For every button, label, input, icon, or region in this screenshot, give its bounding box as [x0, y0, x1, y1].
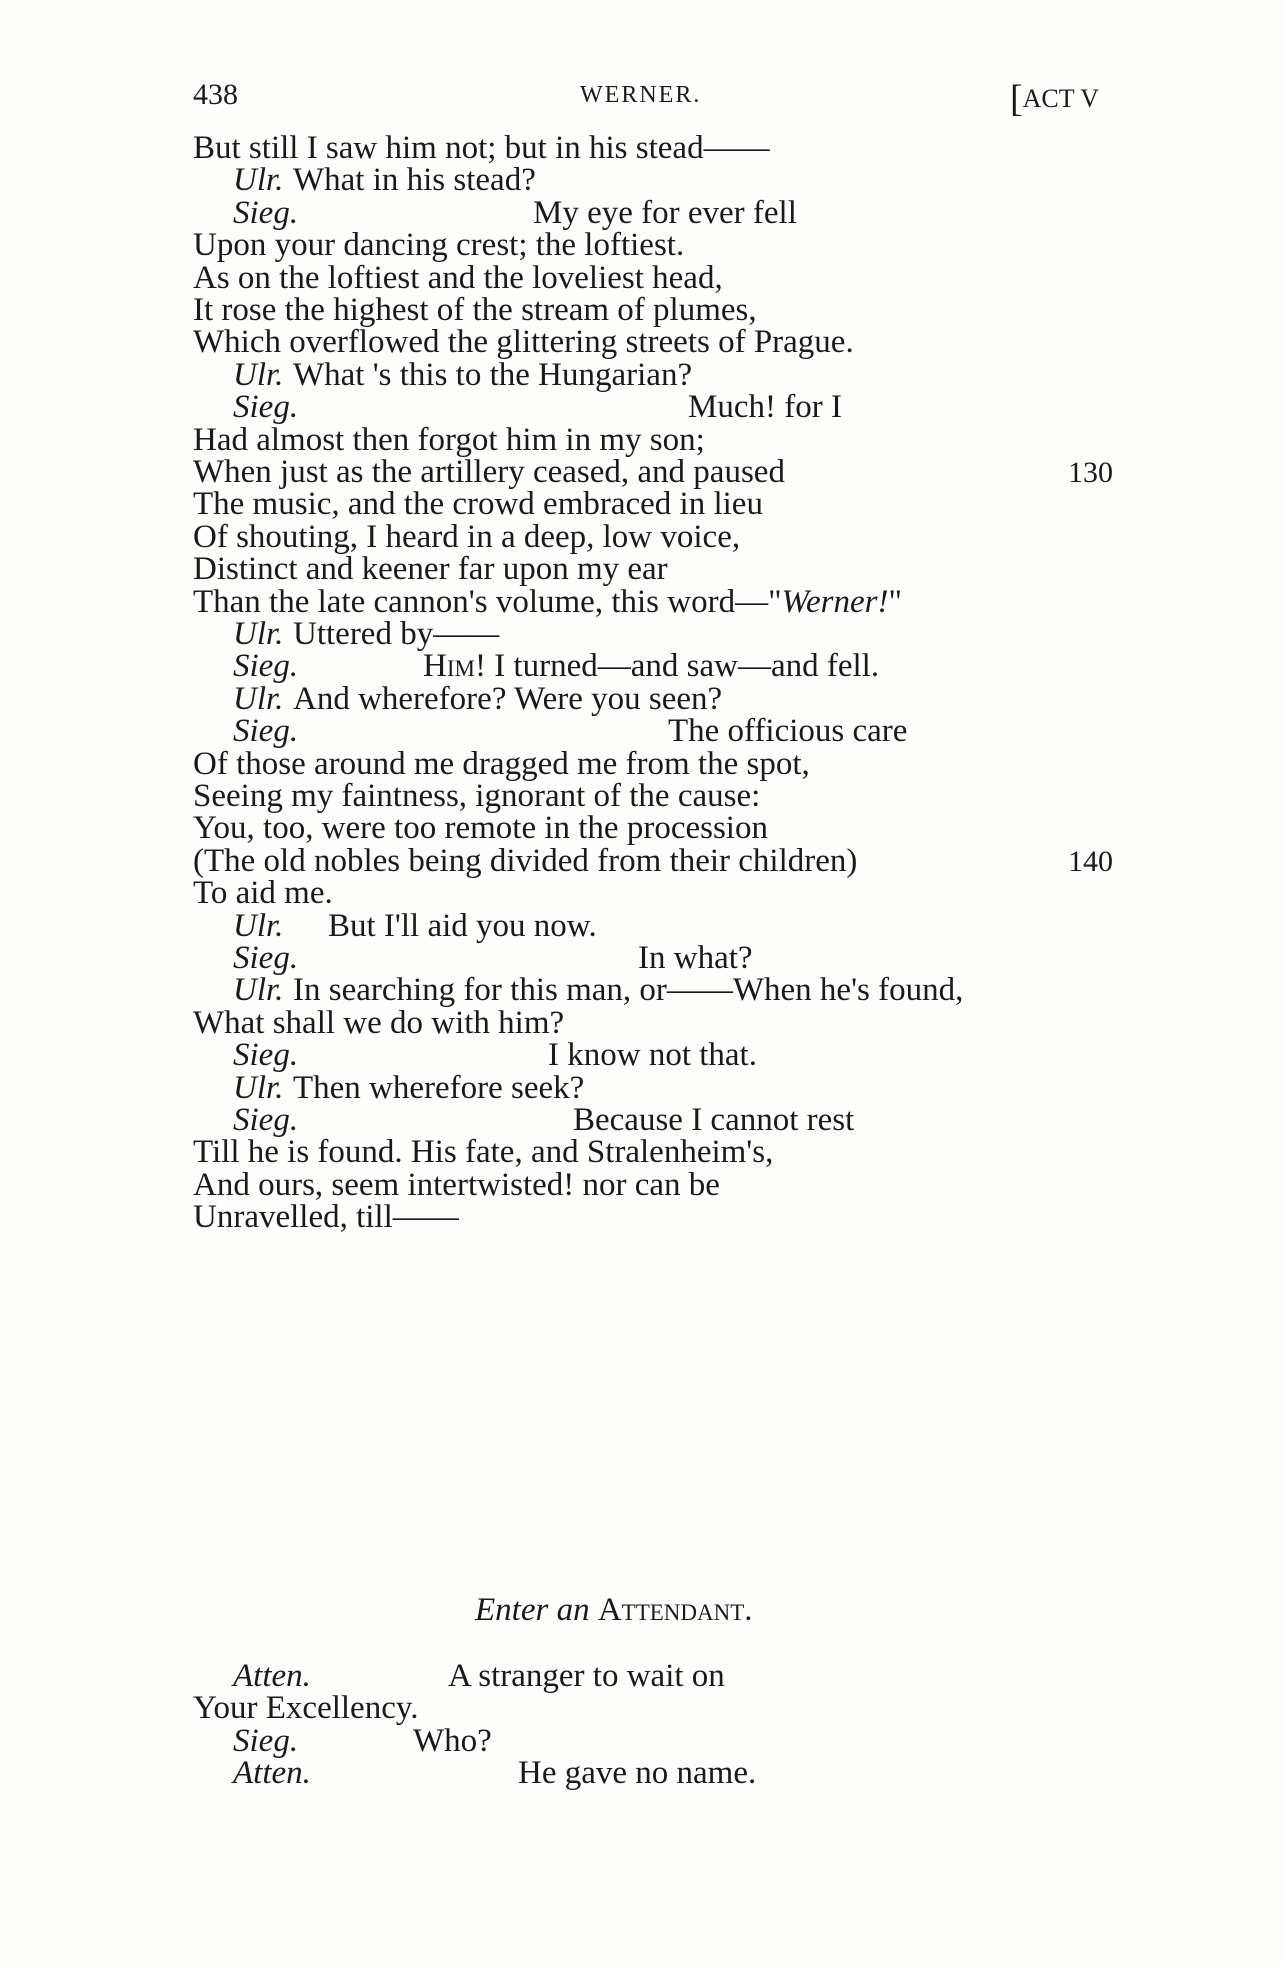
line-body: It rose the highest of the stream of plumes, — [193, 292, 757, 328]
line-number: 130 — [1068, 456, 1113, 489]
line-body: When just as the artillery ceased, and paused — [193, 454, 785, 490]
speaker-name: Ulr. — [233, 162, 284, 199]
line-body: (The old nobles being divided from their children) — [193, 842, 858, 879]
stage-direction — [475, 1590, 753, 1631]
emphasis-word: Werner! — [781, 583, 889, 620]
line-body: Distinct and keener far upon my ear — [193, 551, 668, 588]
line-text — [193, 1197, 459, 1238]
line-body: Of shouting, I heard in a deep, low voice, — [193, 518, 741, 555]
verse-line — [193, 1197, 1133, 1238]
line-body: Uttered by—— — [293, 616, 500, 652]
line-body: In what? — [638, 940, 753, 976]
page-number: 438 — [193, 78, 238, 111]
line-body: And ours, seem intertwisted! nor can be — [193, 1166, 720, 1203]
line-body: What in his stead? — [293, 162, 536, 199]
line-body: Unravelled, till—— — [193, 1199, 459, 1236]
speaker-name: Ulr. — [233, 907, 284, 944]
speaker-name: Atten. — [233, 1658, 311, 1694]
stage-direction-enter: Enter an — [475, 1592, 590, 1628]
speaker-name: Sieg. — [233, 194, 299, 231]
verse-line — [193, 1753, 1133, 1794]
speaker-name: Ulr. — [233, 356, 284, 393]
speaker-name: Ulr. — [233, 972, 284, 1009]
line-body: Who? — [413, 1722, 492, 1759]
line-body: What 's this to the Hungarian? — [293, 356, 693, 393]
line-body: Upon your dancing crest; the loftiest. — [193, 227, 685, 264]
speaker-name: Ulr. — [233, 680, 284, 717]
line-body: Till he is found. His fate, and Stralenheim's, — [193, 1134, 774, 1171]
speaker-name: Atten. — [233, 1755, 311, 1792]
closing-quote: " — [888, 583, 902, 620]
line-body: ! I turned—and saw—and fell. — [474, 648, 880, 685]
line-body: And wherefore? Were you seen? — [293, 680, 723, 717]
running-title: WERNER. — [580, 82, 702, 108]
speaker-name: Sieg. — [233, 940, 299, 976]
line-body: But I'll aid you now. — [328, 907, 597, 944]
line-body: Seeing my faintness, ignorant of the cause: — [193, 778, 761, 814]
speaker-name: Sieg. — [233, 713, 299, 750]
stage-direction-character: Attendant. — [597, 1592, 753, 1628]
line-body: The music, and the crowd embraced in lieu — [193, 486, 763, 523]
line-body: Much! for I — [688, 389, 842, 426]
speaker-name: Sieg. — [233, 1037, 299, 1074]
line-body: Than the late cannon's volume, this word—" — [193, 583, 782, 620]
act-marker: [ACT V — [1010, 78, 1099, 120]
speaker-name: Sieg. — [233, 1722, 299, 1759]
line-body: I know not that. — [548, 1037, 757, 1074]
line-body: You, too, were too remote in the procession — [193, 810, 768, 847]
line-body: But still I saw him not; but in his stead—— — [193, 130, 770, 166]
line-body: What shall we do with him? — [193, 1004, 565, 1041]
line-body: The officious care — [668, 713, 908, 750]
line-text — [518, 1753, 756, 1794]
line-body: Then wherefore seek? — [293, 1069, 585, 1106]
line-body: To aid me. — [193, 875, 333, 912]
line-body: Had almost then forgot him in my son; — [193, 421, 705, 458]
line-body: Because I cannot rest — [573, 1102, 855, 1138]
line-body: A stranger to wait on — [448, 1658, 725, 1694]
line-body: He gave no name. — [518, 1755, 757, 1792]
speaker-name: Sieg. — [233, 389, 299, 426]
line-body: Of those around me dragged me from the spot, — [193, 745, 810, 782]
line-body: As on the loftiest and the loveliest head, — [193, 259, 723, 296]
speaker-name: Sieg. — [233, 1102, 299, 1138]
small-caps-word: Him — [423, 648, 475, 685]
line-body: Your Excellency. — [193, 1690, 419, 1727]
line-number: 140 — [1068, 844, 1113, 878]
line-body: Which overflowed the glittering streets of Prague. — [193, 324, 854, 361]
speaker-name: Ulr. — [233, 616, 284, 652]
speaker-name: Ulr. — [233, 1069, 284, 1106]
line-body: In searching for this man, or——When he's found, — [293, 972, 964, 1009]
speaker-name: Sieg. — [233, 648, 299, 685]
line-body: My eye for ever fell — [533, 194, 797, 231]
